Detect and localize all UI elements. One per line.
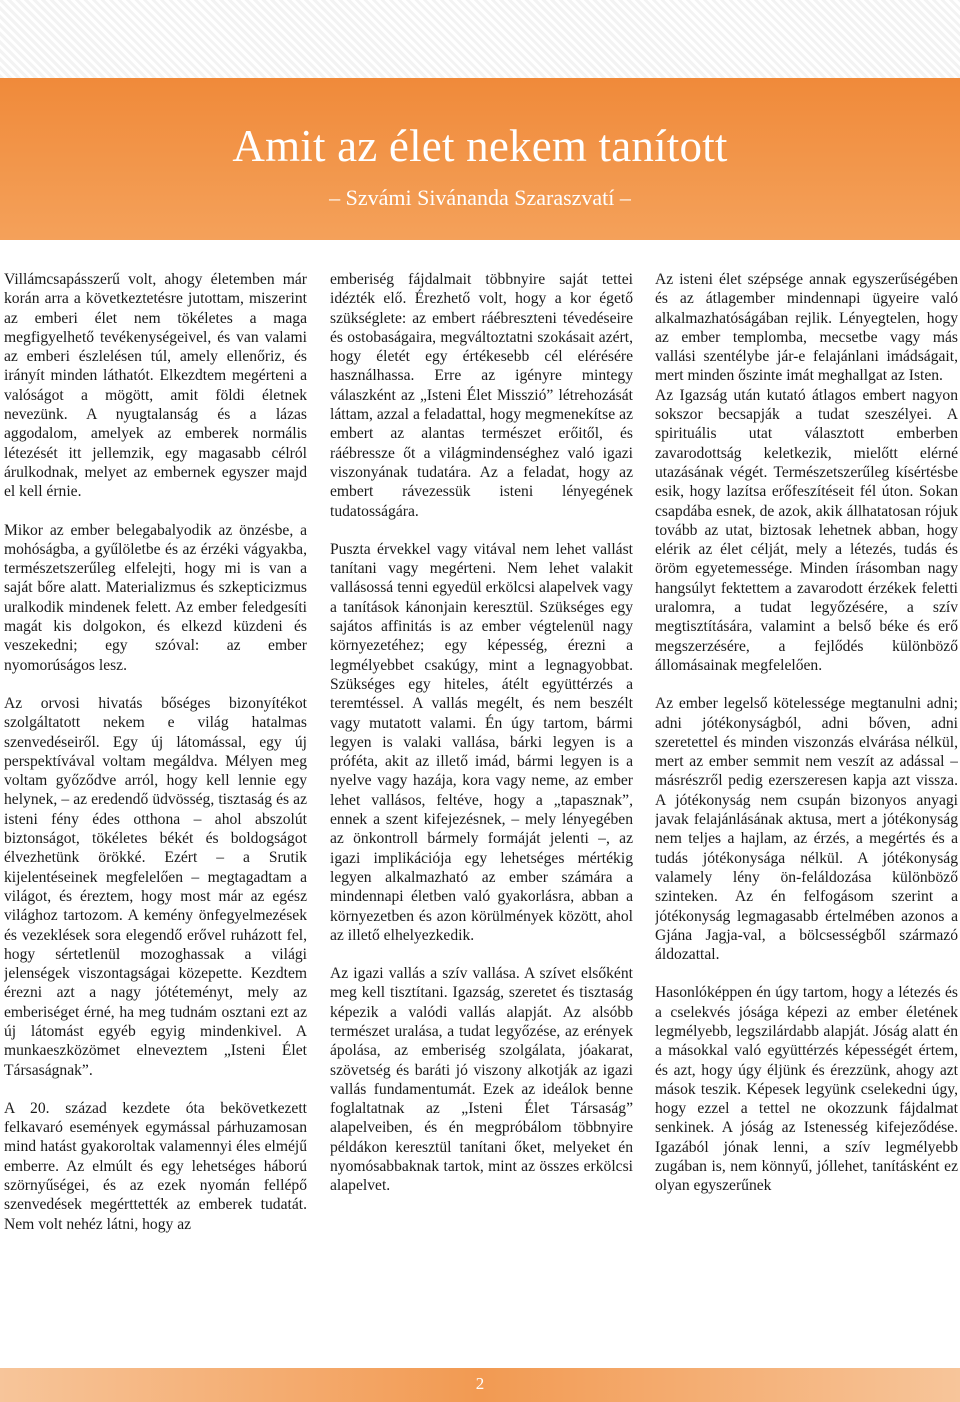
paragraph: Az ember legelső kötelessége megtanulni adni; adni jótékonyságból, adni bőven, adni szeretettel és minden viszonzás elvárása nélkül, mert az ember semmit nem veszít az adással – másrészről pedig ezerszeresen kapja azt vissza. A jótékonyság nem csupán bizonyos anyagi javak felajánlásának aktusa, mert a jótékonyság nem teljes a hajlam, az érzés, a megértés és a tudás jótékonysága nélkül. A jótékonyság valamely lény ön-feláldozása különböző szinteken. Az én felfogásom szerint a jótékonyság legmagasabb értelmében azonos a Gjána Jagja-val, a bölcsességből származó áldozattal. — [655, 695, 958, 964]
text-column-1 — [4, 270, 307, 1348]
paragraph: Villámcsapásszerű volt, ahogy életemben már korán arra a következtetésre jutottam, miszerint az emberi élet nem tökéletes a maga megfigyelhető tevékenységeivel, és van valami az emberi észlelésen túl, amely ellenőriz, és irányít minden láthatót. Elkezdtem megérteni a valóságot a mögött, amit földi életnek nevezünk. A nyugtalanság és a lázas aggodalom, amelyek az emberek normális létezését itt jellemzik, egy magasabb célról árulkodnak, melyet az embernek egyszer majd el kell érnie. — [4, 271, 307, 501]
text-column-3 — [655, 270, 958, 1348]
paragraph: emberiség fájdalmait többnyire saját tettei idézték elő. Érezhető volt, hogy a kor égető szükséglete: az embert ráébreszteni tévedéseire és ostobaságaira, megváltoztatni szokásait azért, hogy életét egy értékesebb cél elérésére használhassa. Erre az igényre mintegy válaszként az „Isteni Élet Misszió” létrehozását láttam, azzal a feladattal, hogy megmenekítse az embert az alantas természet erőitől, és ráébressze őt a világmindenséghez való igazi viszonyának tudatára. Az a feladat, hogy az embert rávezessük isteni lényegének tudatosságára. — [330, 271, 633, 520]
paragraph: Az igazi vallás a szív vallása. A szívet elsőként meg kell tisztítani. Igazság, szeretet és tisztaság képezik a valódi vallás alapját. Az alsóbb természet uralása, a tudat legyőzése, az erények ápolása, az emberiség szolgálata, jóakarat, szövetség és baráti jó viszony alkotják az igazi vallás fundamentumát. Ezek az ideálok benne foglaltatnak az „Isteni Élet Társaság” alapelveiben, és én megpróbálom többnyire példákon keresztül tanítani őket, melyeket én nyomósabbaknak tartok, mint az összes erkölcsi alapelvet. — [330, 965, 633, 1195]
top-pattern-band — [0, 0, 960, 78]
article-title: Amit az élet nekem tanított — [232, 121, 728, 171]
text-column-2 — [330, 270, 633, 1348]
paragraph: Az orvosi hivatás bőséges bizonyítékot szolgáltatott nekem e világ hatalmas szenvedéseiről. Egy új látomással, egy új perspektívával voltam megáldva. Mélyen meg voltam győződve arról, hogy kell lennie egy helynek, – az eredendő üdvösség, tisztaság és az isteni fény édes otthona – ahol abszolút biztonságot, tökéletes békét és boldogságot élvezhetünk örökké. Ezért – a Srutik kijelentéseinek megfelelően – megtagadtam a világot, és éreztem, hogy most már az egész világhoz tartozom. A kemény önfegyelmezések és vezeklések sora elegendő erővel ruházott fel, hogy sértetlenül mozoghassak a világi jelenségek viszontagságai közepette. Kezdtem érezni azt a nagy jótéteményt, mely az emberiséget érné, ha meg tudnám osztani ezt az új látomást egyéb egyig mindenkivel. A munkaeszközömet elneveztem „Isteni Élet Társaságnak”. — [4, 694, 307, 1079]
paragraph: Puszta érvekkel vagy vitával nem lehet vallást tanítani vagy megérteni. Nem lehet valakit vallásossá tenni egyedül erkölcsi alapelvek vagy a tanítások kánonjain keresztül. Szükséges egy sajátos affinitás is az ember végtelenül nagy környezetéhez; egy képesség, érezni a legmélyebbet csakúgy, mint a legnagyobbat. Szükséges egy hiteles, átélt együttérzés a teremtéssel. A vallás megélt, és nem beszélt vagy mutatott valami. Én úgy tartom, bármi legyen is valaki vallása, bárki legyen is a próféta, akit az illető imád, bármi legyen is a nyelve vagy hazája, kora vagy neme, az ember lehet vallásos, feltéve, hogy a „tapasznak”, ennek a szent kifejezésnek, – mely lényegében az önkontroll bármely formáját jelenti –, az igazi implikációja egy lehetséges mértékig legyen alkalmazható az ember számára a mindennapi életben való gyakorlásra, abban a környezetben és azon körülmények között, ahol az illető elhelyezkedik. — [330, 540, 633, 944]
paragraph: Mikor az ember belegabalyodik az önzésbe, a mohóságba, a gyűlöletbe és az érzéki vágyakba, természetszerűleg elfelejti, hogy mi is van a saját bőre alatt. Materializmus és szkepticizmus uralkodik mindenek felett. Az ember feledgesíti magát kis dolgokon, és elkezd küzdeni és veszekedni; egy szóval: az ember nyomorúságos lesz. — [4, 521, 307, 674]
article-author: – Szvámi Sivánanda Szaraszvatí – — [329, 185, 631, 210]
page-number: 2 — [475, 1374, 485, 1393]
paragraph: A 20. század kezdete óta bekövetkezett felkavaró események egymással párhuzamosan mind hatást gyakoroltak valamennyi éles elméjű emberre. Az elmúlt és egy lehetséges háború szörnyűségei, és az ezek nyomán fellépő szenvedések megérttették az emberek tudatát. Nem volt nehéz látni, hogy az — [4, 1099, 307, 1233]
paragraph: Az isteni élet szépsége annak egyszerűségében és az átlagember mindennapi ügyeire való alkalmazhatóságában rejlik. Lényegtelen, hogy az ember templomba, mecsetbe vagy más vallási szentélybe jár-e felajánlani imádságait, mert minden őszinte imát meghallgat az Isten. Az Igazság után kutató átlagos embert nagyon sokszor becsapják a tudat szeszélyei. A spirituális utat választott emberben zavarodottság keletkezik, mielőtt elérné utazásának végét. Természetszerűleg kísértésbe esik, hogy lazítsa erőfeszítéseit fél úton. Sokan csapdába esnek, de azok, akik állhatatosan rójuk tovább az utat, biztosak lehetnek abban, hogy elérik az élet célját, mely a létezés, tudás és öröm egyetemessége. Minden írásomban nagy hangsúlyt fektettem a zavarodott érzékek feletti uralomra, a tudat legyőzésére, a szív megtisztítására, valamint a belső béke és erő megszerzésére, a fejlődés különböző állomásainak megfelelően. — [655, 271, 958, 674]
paragraph: Hasonlóképpen én úgy tartom, hogy a létezés és a cselekvés jósága képezi az ember életének legmélyebb, legszilárdabb alapját. Jóság alatt én a másokkal való együttérzés képességét értem, és azt, hogy úgy éljünk és érezzünk, ahogy azt mások teszik. Képesek legyünk cselekedni úgy, hogy ezzel a tettel ne okozzunk fájdalmat senkinek. A jóság az Istenesség kifejeződése. Igazából jónak lenni, a szív legmélyebb zugában is, nem könnyű, jóllehet, tanításként ez olyan egyszerűnek — [655, 984, 958, 1195]
